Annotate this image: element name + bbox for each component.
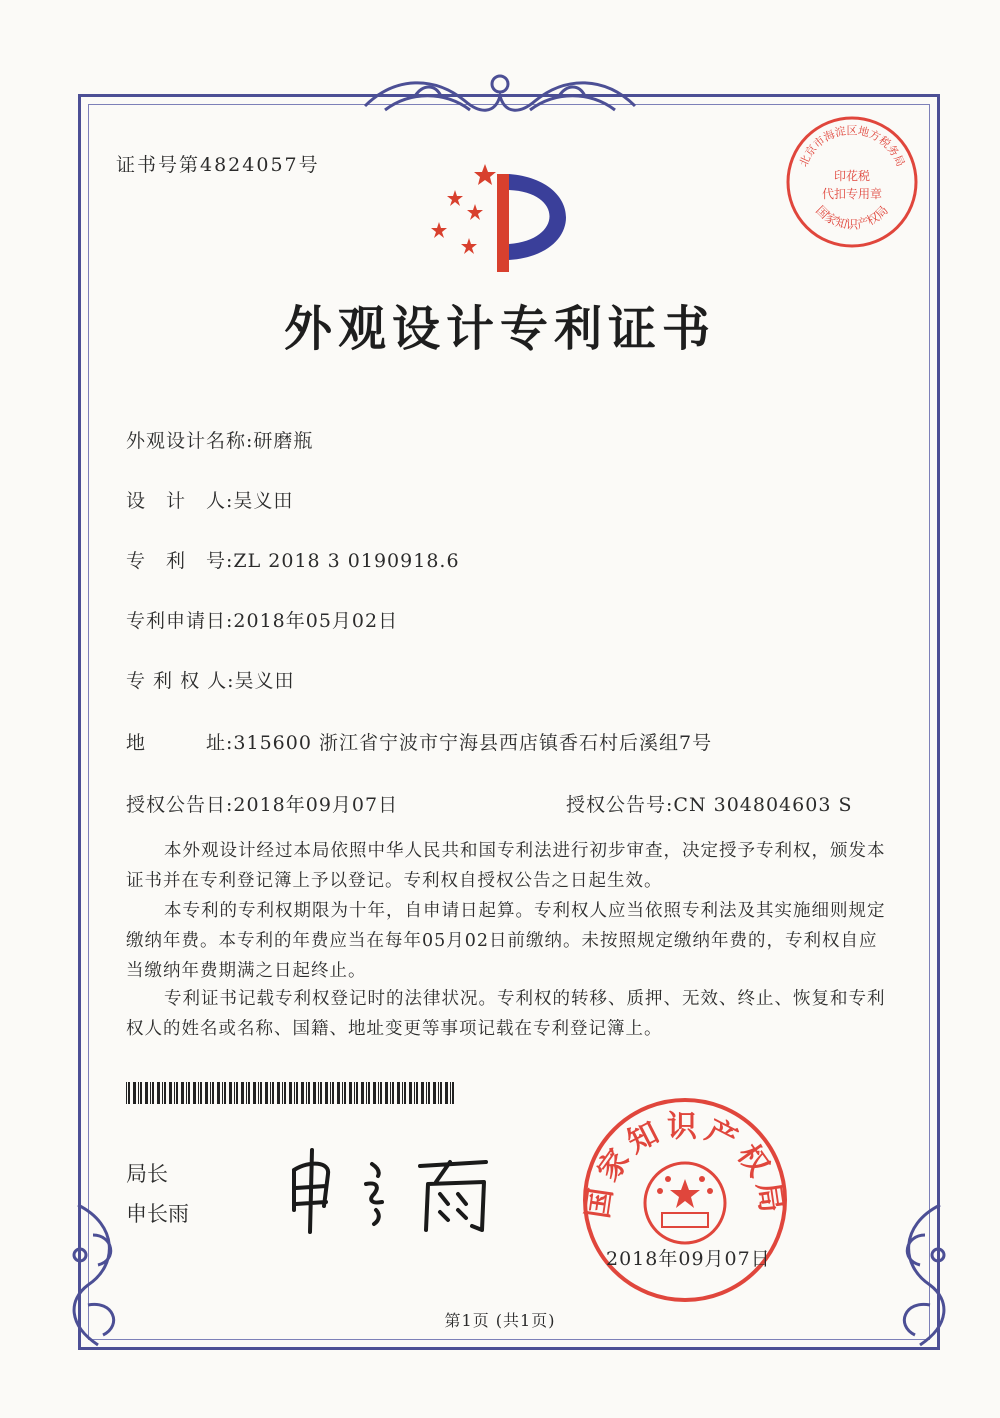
page-number: 第1页 (共1页)	[444, 1311, 556, 1330]
designer-row	[126, 486, 293, 513]
barcode-bar	[426, 1082, 427, 1104]
barcode-bar	[409, 1082, 412, 1104]
barcode-bar	[366, 1082, 367, 1104]
barcode-bar	[217, 1082, 220, 1104]
patentee-value: 吴义田	[234, 670, 295, 692]
barcode-bar	[169, 1082, 172, 1104]
announce-date-label: 授权公告日:	[126, 794, 234, 816]
barcode-bar	[176, 1082, 178, 1104]
barcode-bar	[236, 1082, 238, 1104]
address-value: 315600 浙江省宁波市宁海县西店镇香石村后溪组7号	[233, 732, 713, 754]
barcode-bar	[222, 1082, 223, 1104]
barcode-bar	[361, 1082, 364, 1104]
barcode-bar	[140, 1082, 142, 1104]
barcode-bar	[258, 1082, 259, 1104]
director-title: 局长	[126, 1162, 168, 1186]
barcode-bar	[174, 1082, 175, 1104]
small-seal-inner-1: 印花税	[833, 169, 871, 183]
small-seal-outer-text: 北京市海淀区地方税务局	[796, 124, 908, 169]
national-emblem-icon	[645, 1163, 725, 1243]
patent-office-logo	[425, 160, 585, 280]
barcode-bar	[344, 1082, 346, 1104]
barcode-bar	[342, 1082, 343, 1104]
issue-date: 2018年09月07日	[606, 1248, 771, 1270]
barcode-bar	[260, 1082, 262, 1104]
announce-date-row	[126, 790, 398, 817]
barcode-bar	[421, 1082, 424, 1104]
barcode-bar	[181, 1082, 184, 1104]
barcode-bar	[229, 1082, 232, 1104]
barcode-bar	[433, 1082, 436, 1104]
top-ornament	[355, 66, 645, 126]
barcode-bar	[414, 1082, 415, 1104]
barcode-bar	[320, 1082, 322, 1104]
barcode-bar	[325, 1082, 328, 1104]
big-seal-text: 国家知识产权局	[580, 1109, 790, 1221]
director-name: 申长雨	[126, 1202, 189, 1226]
announce-number-value: CN 304804603 S	[673, 794, 853, 816]
barcode-bar	[246, 1082, 247, 1104]
small-seal-inner-2: 代扣专用章	[821, 187, 883, 201]
barcode-bar	[289, 1082, 292, 1104]
barcode-bar	[277, 1082, 280, 1104]
barcode-bar	[373, 1082, 376, 1104]
design-name-value: 研磨瓶	[253, 430, 314, 452]
barcode-bar	[397, 1082, 400, 1104]
barcode-bar	[248, 1082, 250, 1104]
barcode-bar	[354, 1082, 355, 1104]
barcode-bar	[380, 1082, 382, 1104]
barcode-bar	[186, 1082, 187, 1104]
barcode-bar	[306, 1082, 307, 1104]
barcode-bar	[296, 1082, 298, 1104]
barcode-bar	[234, 1082, 235, 1104]
designer-label: 设 计 人:	[126, 490, 234, 512]
barcode-bar	[152, 1082, 154, 1104]
barcode-bar	[133, 1082, 136, 1104]
barcode-bar	[198, 1082, 199, 1104]
svg-text:国家知识产权局	[580, 1110, 789, 1221]
address-row	[126, 728, 712, 755]
barcode-bar	[368, 1082, 370, 1104]
patent-number-value: ZL 2018 3 0190918.6	[233, 550, 460, 572]
director-signature	[280, 1140, 510, 1240]
paragraph-grant: 本外观设计经过本局依照中华人民共和国专利法进行初步审查，决定授予专利权，颁发本证书并在专利登记簿上予以登记。专利权自授权公告之日起生效。	[126, 841, 886, 891]
patentee-label: 专 利 权 人:	[126, 670, 235, 692]
patent-number-label: 专 利 号:	[126, 550, 234, 572]
patent-number-row	[126, 546, 460, 573]
announce-date-value: 2018年09月07日	[233, 794, 399, 816]
barcode-bar	[188, 1082, 190, 1104]
paragraph-term: 本专利的专利权期限为十年，自申请日起算。专利权人应当依照专利法及其实施细则规定缴纳年费。本专利的年费应当在每年05月02日前缴纳。未按照规定缴纳年费的，专利权自应当缴纳年费期满之日起终止。	[126, 901, 886, 981]
address-label: 地 址:	[126, 732, 234, 754]
barcode-bar	[157, 1082, 160, 1104]
barcode-bar	[212, 1082, 214, 1104]
barcode-bar	[308, 1082, 310, 1104]
svg-text:国家知识产权局	[813, 203, 891, 232]
barcode-bar	[330, 1082, 331, 1104]
barcode-bar	[150, 1082, 151, 1104]
barcode-bar	[282, 1082, 283, 1104]
barcode-bar	[128, 1082, 130, 1104]
barcode-bar	[438, 1082, 439, 1104]
barcode-bar	[378, 1082, 379, 1104]
barcode-bar	[452, 1082, 454, 1104]
design-name-row	[126, 426, 313, 453]
patent-office-seal	[580, 1095, 790, 1305]
barcode-bar	[392, 1082, 394, 1104]
barcode-bar	[193, 1082, 196, 1104]
designer-value: 吴义田	[233, 490, 294, 512]
right-ornament	[870, 1195, 960, 1365]
barcode-bar	[205, 1082, 208, 1104]
barcode-bar	[210, 1082, 211, 1104]
barcode-bar	[224, 1082, 226, 1104]
barcode-bar	[337, 1082, 340, 1104]
certificate-number: 证书号第4824057号	[116, 154, 320, 176]
barcode-bar	[445, 1082, 448, 1104]
barcode	[126, 1082, 456, 1104]
barcode-bar	[200, 1082, 202, 1104]
barcode-bar	[416, 1082, 418, 1104]
barcode-bar	[390, 1082, 391, 1104]
barcode-bar	[402, 1082, 403, 1104]
barcode-bar	[284, 1082, 286, 1104]
barcode-bar	[450, 1082, 451, 1104]
barcode-bar	[145, 1082, 148, 1104]
barcode-bar	[404, 1082, 406, 1104]
barcode-bar	[265, 1082, 268, 1104]
announce-number-row	[566, 790, 852, 817]
announce-number-label: 授权公告号:	[566, 794, 674, 816]
barcode-bar	[162, 1082, 163, 1104]
filing-date-row	[126, 606, 398, 633]
patentee-row	[126, 666, 295, 693]
paragraph-legal-status: 专利证书记载专利权登记时的法律状况。专利权的转移、质押、无效、终止、恢复和专利权人的姓名或名称、国籍、地址变更等事项记载在专利登记簿上。	[126, 989, 886, 1039]
barcode-bar	[318, 1082, 319, 1104]
barcode-bar	[241, 1082, 244, 1104]
barcode-bar	[349, 1082, 352, 1104]
barcode-bar	[270, 1082, 271, 1104]
filing-date-value: 2018年05月02日	[233, 610, 399, 632]
barcode-bar	[253, 1082, 256, 1104]
filing-date-label: 专利申请日:	[126, 610, 234, 632]
barcode-bar	[126, 1082, 127, 1104]
barcode-bar	[385, 1082, 388, 1104]
barcode-bar	[164, 1082, 166, 1104]
barcode-bar	[332, 1082, 334, 1104]
barcode-bar	[313, 1082, 316, 1104]
barcode-bar	[356, 1082, 358, 1104]
small-seal-bottom-text: 国家知识产权局	[813, 203, 891, 232]
barcode-bar	[138, 1082, 139, 1104]
tax-stamp-seal	[782, 112, 922, 252]
barcode-bar	[272, 1082, 274, 1104]
page-title: 外观设计专利证书	[283, 301, 716, 357]
barcode-bar	[428, 1082, 430, 1104]
design-name-label: 外观设计名称:	[126, 430, 254, 452]
barcode-bar	[301, 1082, 304, 1104]
barcode-bar	[294, 1082, 295, 1104]
barcode-bar	[440, 1082, 442, 1104]
